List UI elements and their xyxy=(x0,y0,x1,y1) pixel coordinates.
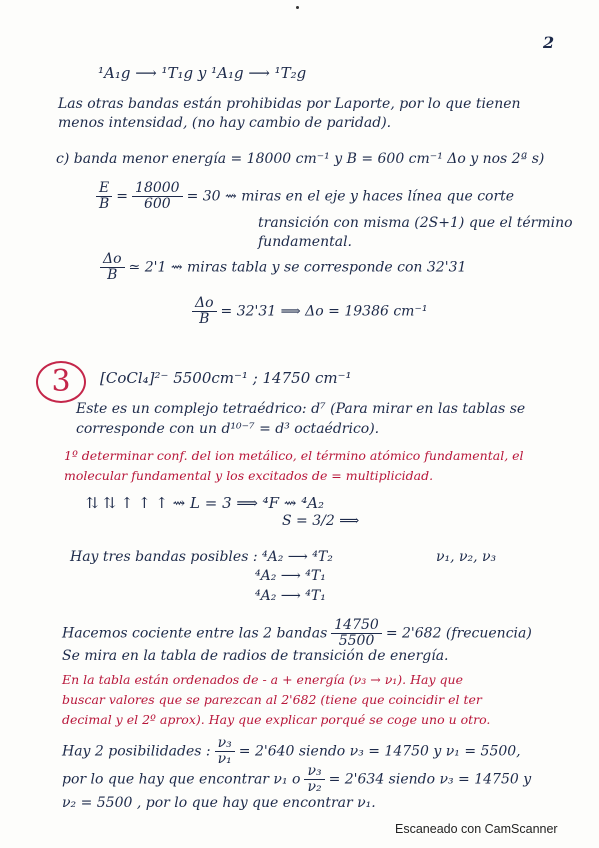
band-line: ⁴A₂ ⟶ ⁴T₁ xyxy=(255,568,326,584)
electron-config-line: ⇅ ⇅ ↑ ↑ ↑ ⇝ L = 3 ⟹ ⁴F ⇝ ⁴A₂ xyxy=(86,494,325,512)
note-line: 1º determinar conf. del ion metálico, el término atómico fundamental, el xyxy=(64,448,524,463)
note-line: En la tabla están ordenados de - a + energía (ν₃ → ν₁). Hay que xyxy=(62,672,463,687)
spin-line: S = 3/2 ⟹ xyxy=(282,513,360,529)
text-line: Se mira en la tabla de radios de transición de energía. xyxy=(62,648,449,664)
note-line: buscar valores que se parezcan al 2'682 (tiene que coincidir el ter xyxy=(62,692,482,707)
fraction: $\frac{\Delta o}{B}$ xyxy=(192,296,217,327)
text-line: ν₂ = 5500 , por lo que hay que encontrar ν₁. xyxy=(62,795,376,811)
band-line: ⁴A₂ ⟶ ⁴T₁ xyxy=(255,588,326,604)
formula-line: por lo que hay que encontrar ν₁ o $\frac{\text{ν₃}}{\text{ν₂}}$ = 2'634 siendo ν₃ = 14750 y xyxy=(62,763,532,795)
fraction: $\frac{\text{ν₃}}{\text{ν₁}}$ xyxy=(215,736,235,767)
bands-line: Hay tres bandas posibles : ⁴A₂ ⟶ ⁴T₂ xyxy=(70,549,333,565)
fraction: $\frac{E}{B}$ xyxy=(96,181,112,212)
complex-line: [CoCl₄]²⁻ 5500cm⁻¹ ; 14750 cm⁻¹ xyxy=(100,369,352,387)
section-number-circle: 3 xyxy=(36,361,86,403)
fraction: $\frac{14750}{5500}$ xyxy=(331,618,382,649)
formula-line: Hacemos cociente entre las 2 bandas $\frac{14750}{5500}$ = 2'682 (frecuencia) xyxy=(62,617,532,649)
formula-line: $\frac{\Delta o}{B}$ = 32'31 ⟹ Δo = 19386 cm⁻¹ xyxy=(188,296,427,327)
page-number: 2 xyxy=(543,33,555,52)
fraction: $\frac{\text{ν₃}}{\text{ν₂}}$ xyxy=(304,764,324,795)
frequencies-line: ν₁, ν₂, ν₃ xyxy=(436,549,497,565)
text-line: corresponde con un d¹⁰⁻⁷ = d³ octaédrico). xyxy=(76,421,380,437)
scan-speck xyxy=(296,6,299,9)
fraction: $\frac{18000}{600}$ xyxy=(132,181,183,212)
formula-line: Hay 2 posibilidades : $\frac{\text{ν₃}}{\text{ν₁}}$ = 2'640 siendo ν₃ = 14750 y ν₁ = 5500, xyxy=(62,735,521,767)
text-line: menos intensidad, (no hay cambio de paridad). xyxy=(58,115,392,131)
text-line: c) banda menor energía = 18000 cm⁻¹ y B = 600 cm⁻¹ Δo y nos 2ª s) xyxy=(56,151,545,167)
formula-line: $\frac{E}{B}$ = $\frac{18000}{600}$ = 30 ⇝ miras en el eje y haces línea que corte xyxy=(92,181,514,212)
fraction: $\frac{\Delta o}{B}$ xyxy=(100,252,125,283)
text-line: transición con misma (2S+1) que el término xyxy=(258,215,573,231)
text-line: fundamental. xyxy=(258,234,353,250)
note-line: decimal y el 2º aprox). Hay que explicar porqué se coge uno u otro. xyxy=(62,712,491,727)
scanner-watermark: Escaneado con CamScanner xyxy=(395,822,558,836)
text-line: Este es un complejo tetraédrico: d⁷ (Para mirar en las tablas se xyxy=(76,401,526,417)
text-line: Las otras bandas están prohibidas por Laporte, por lo que tienen xyxy=(58,96,521,112)
transition-line: ¹A₁g ⟶ ¹T₁g y ¹A₁g ⟶ ¹T₂g xyxy=(98,64,307,82)
formula-line: $\frac{\Delta o}{B}$ ≃ 2'1 ⇝ miras tabla y se corresponde con 32'31 xyxy=(96,252,466,283)
note-line: molecular fundamental y los excitados de = multiplicidad. xyxy=(64,468,434,483)
